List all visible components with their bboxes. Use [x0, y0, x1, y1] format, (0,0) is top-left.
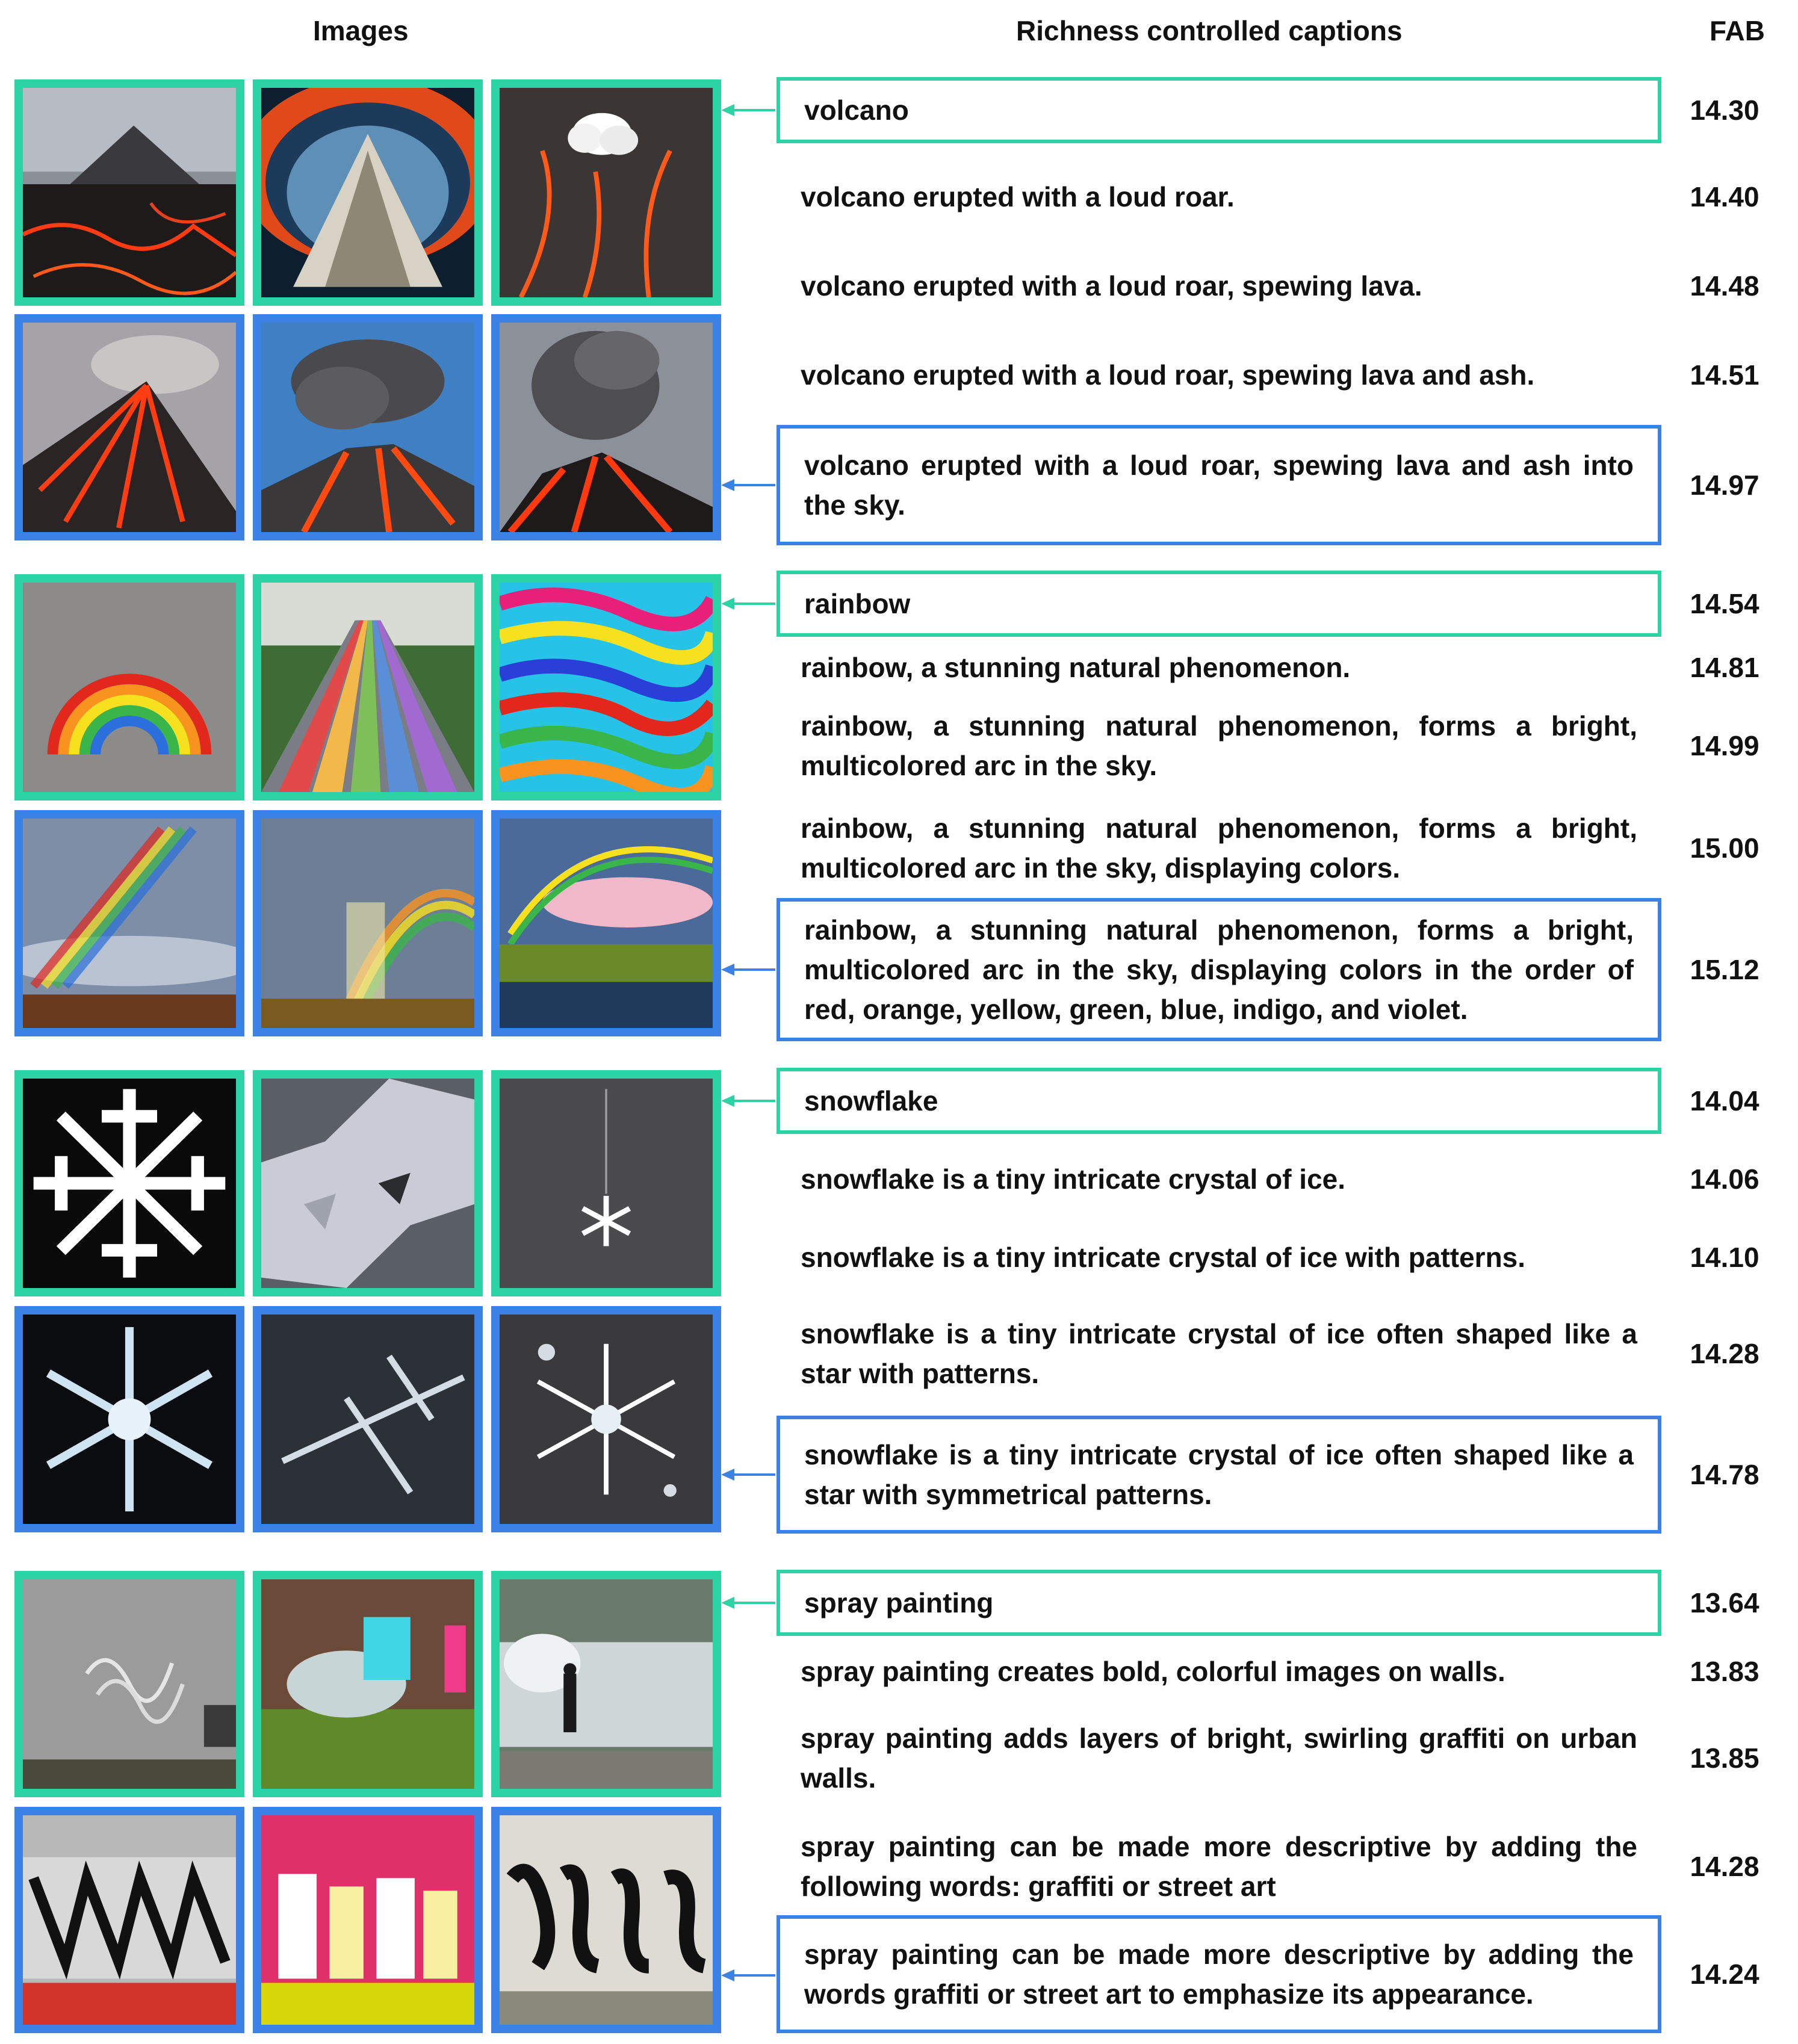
rainbow-simple-image-3	[491, 574, 721, 801]
caption-text: spray painting creates bold, colorful images on walls.	[801, 1656, 1505, 1687]
caption-row	[777, 1230, 1661, 1284]
volcano-simple-image-1	[14, 79, 244, 306]
caption-box-simple	[777, 77, 1661, 143]
spray-painting-simple-image-1	[14, 1571, 244, 1797]
rainbow-rich-image-2	[253, 810, 483, 1036]
fab-score: 13.83	[1690, 1656, 1759, 1687]
caption-row	[777, 1644, 1661, 1699]
volcano-simple-image-2	[253, 79, 483, 306]
arrow-left-icon	[721, 1094, 775, 1108]
caption-row	[777, 1152, 1661, 1206]
caption-box-simple	[777, 1570, 1661, 1636]
arrow-left-icon	[721, 478, 775, 492]
fab-score: 14.10	[1690, 1242, 1759, 1273]
caption-text: volcano	[804, 94, 909, 126]
fab-score: 14.06	[1690, 1163, 1759, 1195]
caption-box-simple	[777, 571, 1661, 637]
caption-row	[777, 170, 1661, 224]
arrow-left-icon	[721, 1596, 775, 1610]
spray-painting-simple-image-3	[491, 1571, 721, 1797]
fab-score: 15.00	[1690, 832, 1759, 864]
volcano-rich-image-1	[14, 314, 244, 540]
caption-text: snowflake is a tiny intricate crystal of ice often shaped like a star with patterns.	[801, 1318, 1637, 1389]
caption-row	[777, 348, 1661, 402]
caption-text: rainbow, a stunning natural phenomenon, forms a bright, multicolored arc in the sky, displaying colors in the order of red, orange, yellow, green, blue, indigo, and violet.	[804, 914, 1634, 1025]
fab-score: 14.40	[1690, 181, 1759, 212]
fab-score: 13.64	[1690, 1587, 1759, 1618]
caption-box-rich	[777, 425, 1661, 545]
caption-text: rainbow, a stunning natural phenomenon, forms a bright, multicolored arc in the sky, displaying colors.	[801, 813, 1637, 884]
caption-box-rich	[777, 1915, 1661, 2033]
spray-painting-rich-image-1	[14, 1807, 244, 2033]
fab-score: 14.04	[1690, 1085, 1759, 1116]
caption-text: spray painting	[804, 1587, 994, 1618]
caption-text: snowflake	[804, 1085, 938, 1116]
volcano-simple-image-3	[491, 79, 721, 306]
caption-text: volcano erupted with a loud roar, spewing lava.	[801, 270, 1422, 302]
caption-text: rainbow, a stunning natural phenomenon.	[801, 652, 1351, 683]
fab-score: 14.51	[1690, 359, 1759, 391]
volcano-rich-image-3	[491, 314, 721, 540]
caption-text: volcano erupted with a loud roar, spewing lava and ash.	[801, 359, 1535, 391]
fab-score: 14.78	[1690, 1459, 1759, 1490]
volcano-rich-image-2	[253, 314, 483, 540]
images-column-header: Images	[313, 15, 409, 46]
fab-score: 14.81	[1690, 652, 1759, 683]
fab-score: 14.97	[1690, 469, 1759, 501]
arrow-left-icon	[721, 1467, 775, 1482]
caption-row	[777, 1821, 1661, 1912]
caption-row	[777, 803, 1661, 893]
snowflake-simple-image-2	[253, 1070, 483, 1296]
fab-score: 15.12	[1690, 954, 1759, 985]
fab-score: 14.28	[1690, 1338, 1759, 1369]
caption-text: rainbow, a stunning natural phenomenon, forms a bright, multicolored arc in the sky.	[801, 710, 1637, 781]
fab-score: 14.48	[1690, 270, 1759, 302]
caption-box-rich	[777, 898, 1661, 1041]
arrow-left-icon	[721, 103, 775, 117]
fab-score: 14.54	[1690, 588, 1759, 619]
caption-text: spray painting can be made more descriptive by adding the words graffiti or street art to emphasize its appearance.	[804, 1939, 1634, 2010]
snowflake-rich-image-2	[253, 1306, 483, 1532]
snowflake-rich-image-3	[491, 1306, 721, 1532]
fab-score: 13.85	[1690, 1742, 1759, 1774]
spray-painting-rich-image-2	[253, 1807, 483, 2033]
caption-text: volcano erupted with a loud roar.	[801, 181, 1235, 212]
caption-text: rainbow	[804, 588, 911, 619]
caption-row	[777, 701, 1661, 791]
caption-row	[777, 1713, 1661, 1803]
spray-painting-rich-image-3	[491, 1807, 721, 2033]
caption-text: spray painting adds layers of bright, swirling graffiti on urban walls.	[801, 1723, 1637, 1794]
captions-column-header: Richness controlled captions	[1016, 15, 1403, 46]
snowflake-rich-image-1	[14, 1306, 244, 1532]
fab-score: 14.28	[1690, 1851, 1759, 1882]
caption-box-simple	[777, 1068, 1661, 1134]
caption-text: spray painting can be made more descriptive by adding the following words: graffiti or street art	[801, 1831, 1637, 1902]
fab-column-header: FAB	[1710, 15, 1765, 46]
caption-row	[777, 259, 1661, 313]
arrow-left-icon	[721, 596, 775, 611]
rainbow-rich-image-3	[491, 810, 721, 1036]
snowflake-simple-image-1	[14, 1070, 244, 1296]
caption-text: snowflake is a tiny intricate crystal of ice.	[801, 1163, 1346, 1195]
arrow-left-icon	[721, 1968, 775, 1983]
caption-text: snowflake is a tiny intricate crystal of ice often shaped like a star with symmetrical patterns.	[804, 1439, 1634, 1510]
caption-box-rich	[777, 1416, 1661, 1534]
snowflake-simple-image-3	[491, 1070, 721, 1296]
caption-text: volcano erupted with a loud roar, spewing lava and ash into the sky.	[804, 450, 1634, 521]
caption-row	[777, 1308, 1661, 1399]
caption-row	[777, 640, 1661, 695]
rainbow-simple-image-2	[253, 574, 483, 801]
fab-score: 14.99	[1690, 730, 1759, 761]
rainbow-rich-image-1	[14, 810, 244, 1036]
spray-painting-simple-image-2	[253, 1571, 483, 1797]
caption-text: snowflake is a tiny intricate crystal of ice with patterns.	[801, 1242, 1526, 1273]
rainbow-simple-image-1	[14, 574, 244, 801]
fab-score: 14.24	[1690, 1959, 1759, 1990]
arrow-left-icon	[721, 962, 775, 977]
fab-score: 14.30	[1690, 94, 1759, 126]
